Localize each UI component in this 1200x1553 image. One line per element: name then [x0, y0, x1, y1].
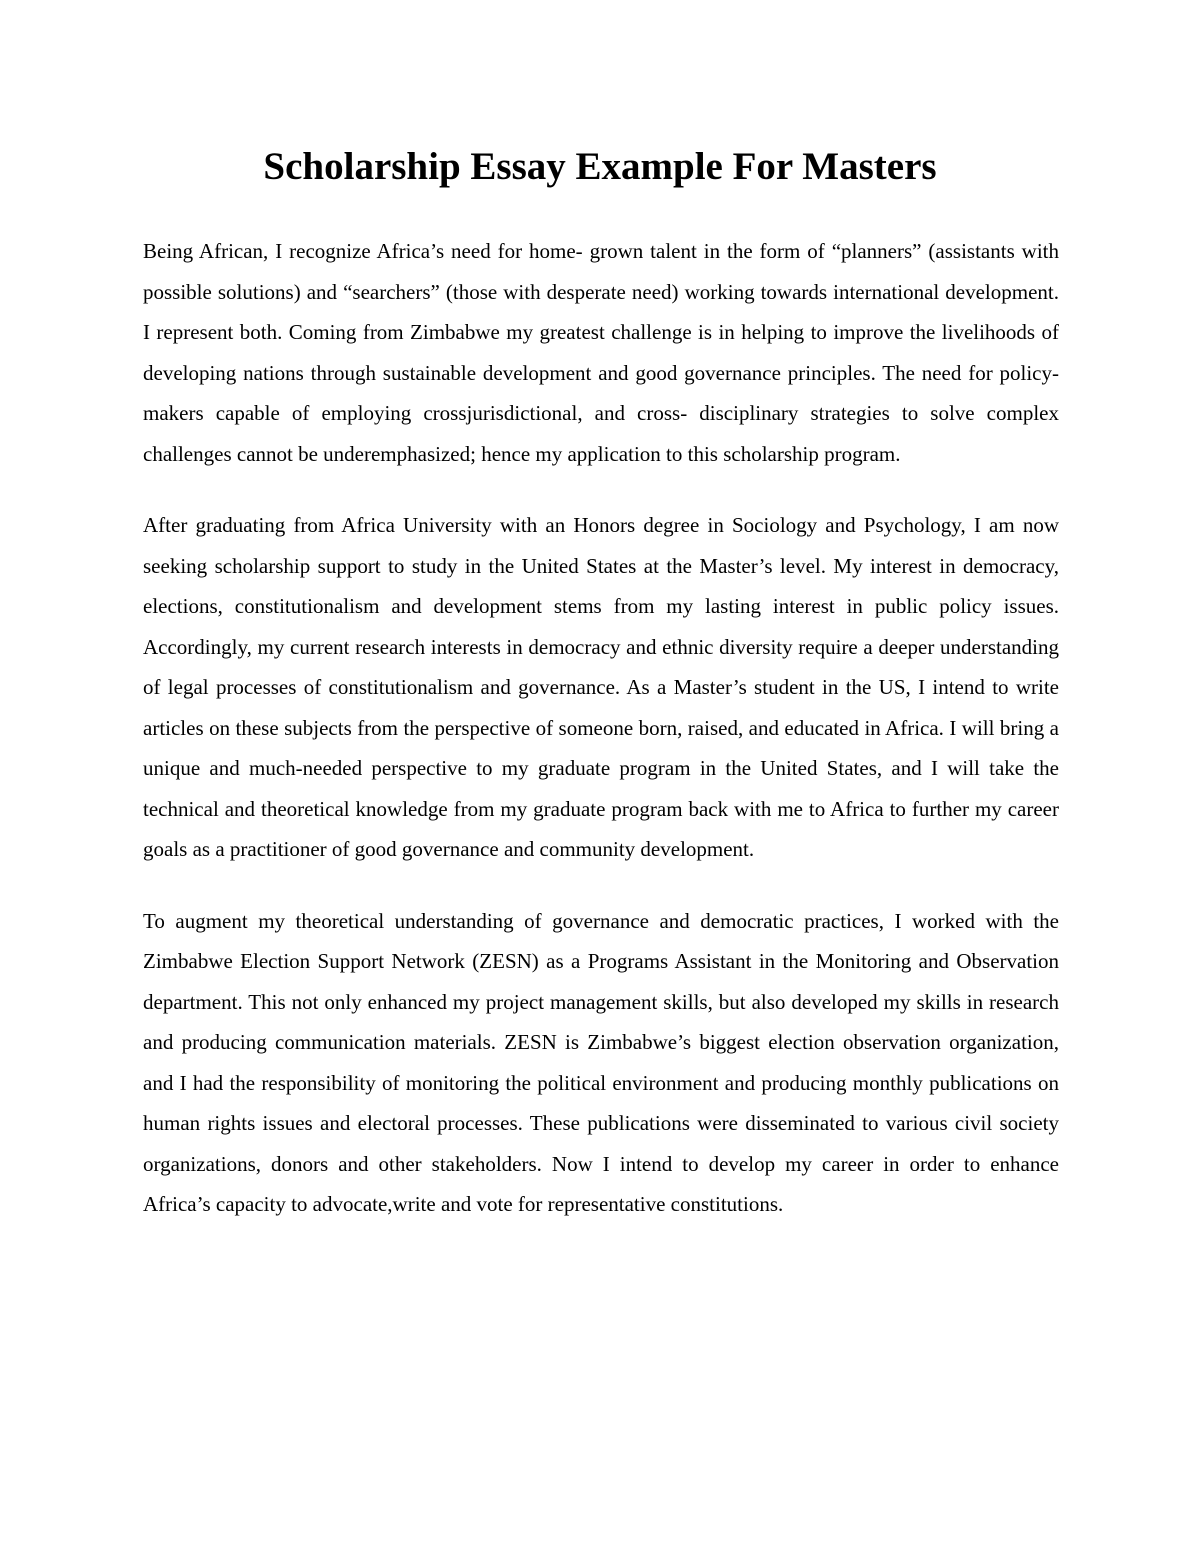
document-title: Scholarship Essay Example For Masters: [263, 145, 937, 188]
paragraph-1: Being African, I recognize Africa’s need for home- grown talent in the form of “planners” (assistants with possible solutions) and “searchers” (those with desperate need) working towards international development. I represent both. Coming from Zimbabwe my greatest challenge is in helping to improve the livelihoods of developing nations through sustainable development and good governance principles. The need for policy-makers capable of employing crossjurisdictional, and cross- disciplinary strategies to solve complex challenges cannot be underemphasized; hence my application to this scholarship program.: [143, 239, 1059, 466]
paragraph-3: To augment my theoretical understanding of governance and democratic practices, I worked with the Zimbabwe Election Support Network (ZESN) as a Programs Assistant in the Monitoring and Observation department. This not only enhanced my project management skills, but also developed my skills in research and producing communication materials. ZESN is Zimbabwe’s biggest election observation organization, and I had the responsibility of monitoring the political environment and producing monthly publications on human rights issues and electoral processes. These publications were disseminated to various civil society organizations, donors and other stakeholders. Now I intend to develop my career in order to enhance Africa’s capacity to advocate,write and vote for representative constitutions.: [143, 908, 1059, 1216]
paragraph-2: After graduating from Africa University with an Honors degree in Sociology and Psychology, I am now seeking scholarship support to study in the United States at the Master’s level. My interest in democracy, elections, constitutionalism and development stems from my lasting interest in public policy issues. Accordingly, my current research interests in democracy and ethnic diversity require a deeper understanding of legal processes of constitutionalism and governance. As a Master’s student in the US, I intend to write articles on these subjects from the perspective of someone born, raised, and educated in Africa. I will bring a unique and much-needed perspective to my graduate program in the United States, and I will take the technical and theoretical knowledge from my graduate program back with me to Africa to further my career goals as a practitioner of good governance and community development.: [143, 513, 1059, 861]
document-body: [143, 231, 1059, 1256]
